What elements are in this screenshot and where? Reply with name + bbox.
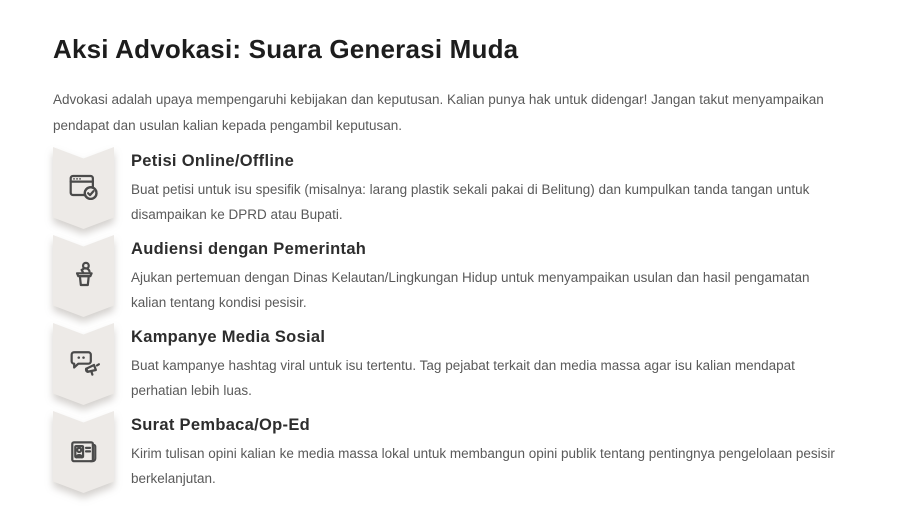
intro-text: Advokasi adalah upaya mempengaruhi kebijakan dan keputusan. Kalian punya hak untuk didengar! Jangan takut menyampaikan pendapat dan usulan kalian kepada pengambil keputusan. [53, 92, 824, 133]
newspaper-author-icon [65, 433, 103, 471]
page-title: Aksi Advokasi: Suara Generasi Muda [53, 34, 519, 64]
list-item-audiensi [53, 235, 845, 317]
chevron-badge [53, 411, 114, 493]
item-title: Petisi Online/Offline [131, 152, 295, 170]
item-description: Kirim tulisan opini kalian ke media massa lokal untuk membangun opini publik tentang pentingnya pengelolaan pesisir berkelanjutan. [131, 446, 835, 486]
chevron-badge [53, 147, 114, 229]
advocacy-list [53, 147, 845, 493]
item-title: Kampanye Media Sosial [131, 328, 326, 346]
list-item-surat [53, 411, 845, 493]
podium-speaker-icon [65, 257, 103, 295]
list-item-kampanye [53, 323, 845, 405]
chevron-badge [53, 323, 114, 405]
item-title: Audiensi dengan Pemerintah [131, 240, 367, 258]
chevron-badge [53, 235, 114, 317]
speech-bubble-megaphone-icon [65, 345, 103, 383]
item-title: Surat Pembaca/Op-Ed [131, 416, 310, 434]
item-description: Ajukan pertemuan dengan Dinas Kelautan/Lingkungan Hidup untuk menyampaikan usulan dan hasil pengamatan kalian tentang kondisi pesisir. [131, 270, 810, 310]
item-description: Buat kampanye hashtag viral untuk isu tertentu. Tag pejabat terkait dan media massa agar isu kalian mendapat perhatian lebih luas. [131, 358, 795, 398]
petition-browser-check-icon [65, 169, 103, 207]
list-item-petisi [53, 147, 845, 229]
item-description: Buat petisi untuk isu spesifik (misalnya: larang plastik sekali pakai di Belitung) dan kumpulkan tanda tangan untuk disampaikan ke DPRD atau Bupati. [131, 182, 810, 222]
